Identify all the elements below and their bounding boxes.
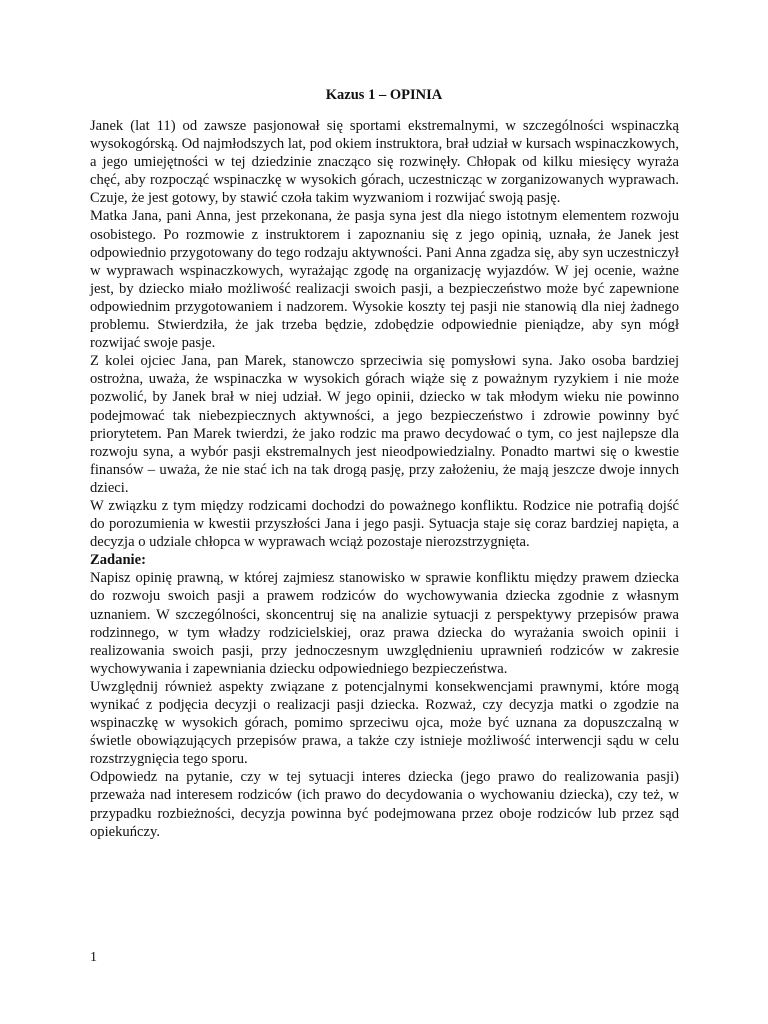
page-number: 1 [90,950,97,965]
paragraph-father-position: Z kolei ojciec Jana, pan Marek, stanowczo sprzeciwia się pomysłowi syna. Jako osoba bardziej ostrożna, uważa, że wspinaczka w wysokich górach wiąże się z poważnym ryzykiem i nie może pozwolić, by Janek brał w niej udział. W jego opinii, dziecko w tak młodym wieku nie powinno podejmować tak niebezpiecznych aktywności, a jego bezpieczeństwo i zdrowie powinny być priorytetem. Pan Marek twierdzi, że jako rodzic ma prawo decydować o tym, co jest najlepsze dla rozwoju syna, a wybór pasji ekstremalnych jest nieodpowiedzialny. Ponadto martwi się o kwestie finansów – uważa, że nie stać ich na tak drogą pasję, przy założeniu, że mają jeszcze dwoje innych dzieci. [90,353,679,496]
paragraph-case-intro: Janek (lat 11) od zawsze pasjonował się sportami ekstremalnymi, w szczególności wspinaczką wysokogórską. Od najmłodszych lat, pod okiem instruktora, brał udział w kursach wspinaczkowych, a jego umiejętności w tej dziedzinie znacząco się rozwinęły. Chłopak od kilku miesięcy wyraża chęć, aby rozpocząć wspinaczkę w wysokich górach, uczestnicząc w zorganizowanych wyprawach. Czuje, że jest gotowy, by stawić czoła takim wyzwaniom i rozwijać swoją pasję. [90,118,679,207]
paragraph-mother-position: Matka Jana, pani Anna, jest przekonana, że pasja syna jest dla niego istotnym elementem rozwoju osobistego. Po rozmowie z instruktorem i zapoznaniu się z jego opinią, uznała, że Janek jest odpowiednio przygotowany do tego rodzaju aktywności. Pani Anna zgadza się, aby syn uczestniczył w wyprawach wspinaczkowych, wyrażając zgodę na organizację wyjazdów. W jej ocenie, ważne jest, by dziecko miało możliwość realizacji swoich pasji, a bezpieczeństwo może być zapewnione odpowiednim przygotowaniem i nadzorem. Wysokie koszty tej pasji nie stanowią dla niej żadnego problemu. Stwierdziła, że jak trzeba będzie, zdobędzie odpowiednie pieniądze, aby syn mógł rozwijać swoje pasje. [90,208,679,352]
paragraph-conflict: W związku z tym między rodzicami dochodzi do poważnego konfliktu. Rodzice nie potrafią dojść do porozumienia w kwestii przyszłości Jana i jego pasji. Sytuacja staje się coraz bardziej napięta, a decyzja o udziale chłopca w wyprawach wciąż pozostaje nierozstrzygnięta. [90,497,679,551]
paragraph-task-consequences: Uwzględnij również aspekty związane z potencjalnymi konsekwencjami prawnymi, które mogą wynikać z podjęcia decyzji o realizacji pasji dziecka. Rozważ, czy decyzja matki o zgodzie na wspinaczkę w wysokich górach, pomimo sprzeciwu ojca, może być uznana za dopuszczalną w świetle obowiązujących przepisów prawa, a także czy istnieje możliwość interwencji sądu w celu rozstrzygnięcia tego sporu. [90,678,679,768]
paragraph-task-instructions: Napisz opinię prawną, w której zajmiesz stanowisko w sprawie konfliktu między prawem dziecka do rozwoju swoich pasji a prawem rodziców do wychowywania dziecka zgodnie z własnym uznaniem. W szczególności, skoncentruj się na analizie sytuacji z perspektywy przepisów prawa rodzinnego, w tym władzy rodzicielskiej, oraz prawa dziecka do wyrażania swoich opinii i realizowania swoich pasji, przy jednoczesnym uwzględnieniu uprawnień rodziców w zakresie wychowywania i zapewniania dziecku odpowiedniego bezpieczeństwa. [90,570,679,677]
paragraph-task-question: Odpowiedz na pytanie, czy w tej sytuacji interes dziecka (jego prawo do realizowania pasji) przeważa nad interesem rodziców (ich prawo do decydowania o wychowaniu dziecka), czy też, w przypadku rozbieżności, decyzja powinna być podejmowana przez oboje rodziców lub przez sąd opiekuńczy. [90,769,679,840]
document-title: Kazus 1 – OPINIA [325,87,443,103]
document-body [90,117,679,841]
task-heading: Zadanie: [90,552,146,569]
